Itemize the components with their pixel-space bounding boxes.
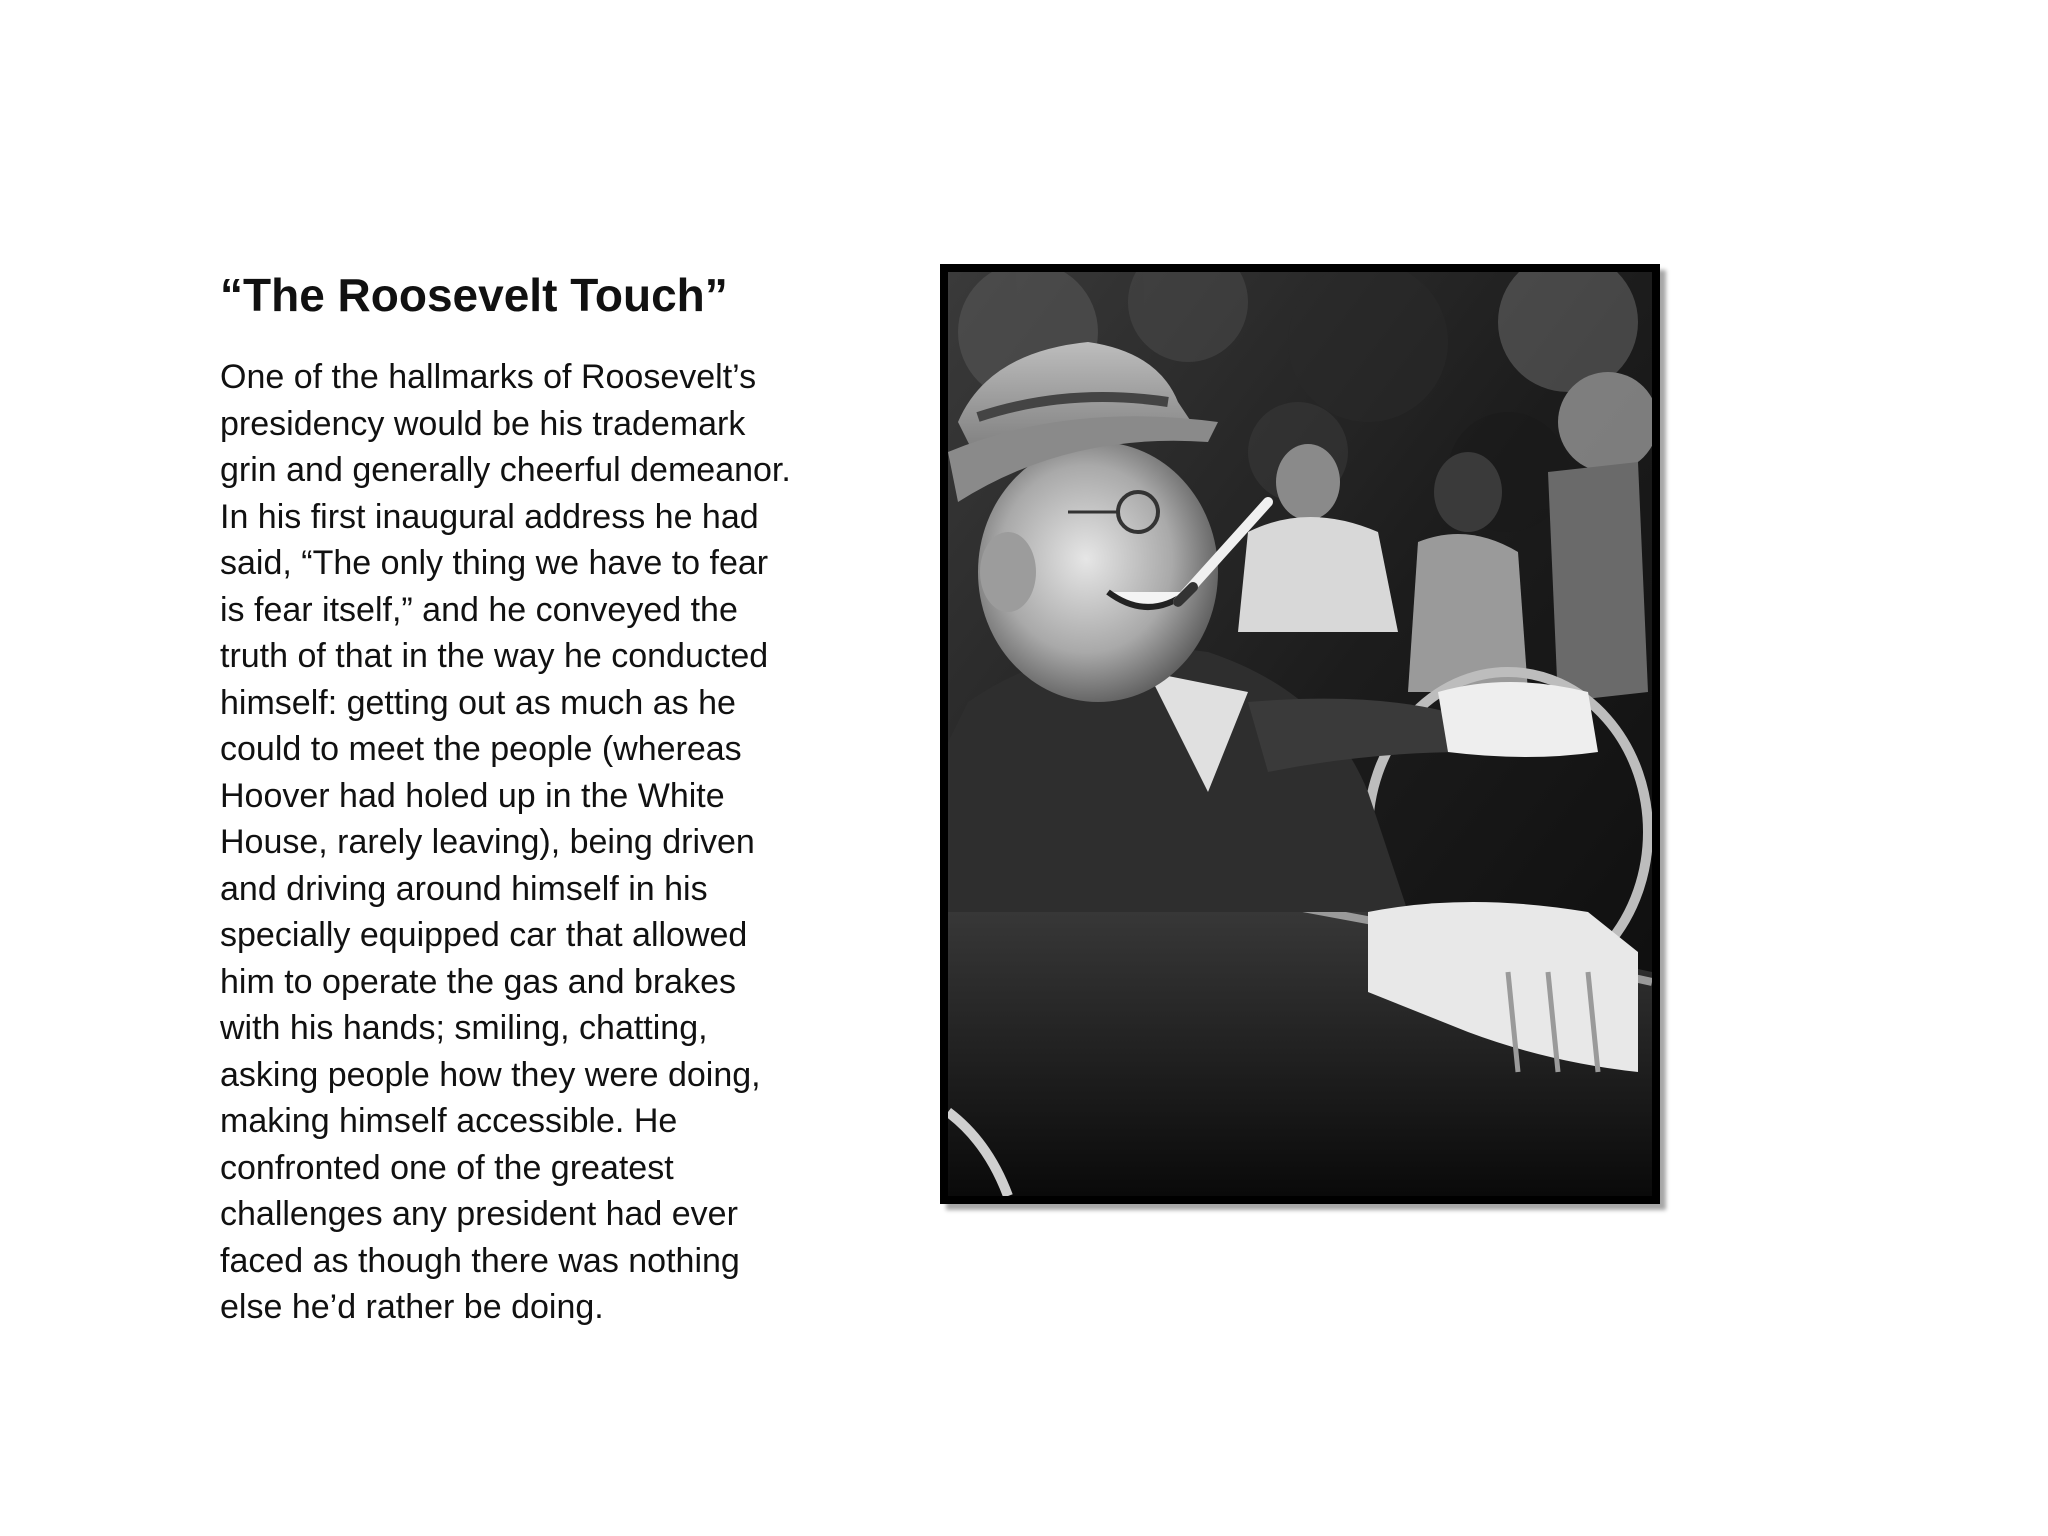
roosevelt-photo-illustration xyxy=(948,272,1652,1196)
body-line: else he’d rather be doing. xyxy=(220,1288,604,1326)
body-line: One of the hallmarks of Roosevelt’s xyxy=(220,358,757,396)
body-line: and driving around himself in his xyxy=(220,869,708,908)
body-line: asking people how they were doing, xyxy=(220,1055,761,1094)
body-line: with his hands; smiling, chatting, xyxy=(220,1009,708,1047)
body-line: truth of that in the way he conducted xyxy=(220,637,769,675)
body-line: making himself accessible. He xyxy=(220,1102,678,1140)
roosevelt-photo xyxy=(948,272,1652,1196)
body-line: said, “The only thing we have to fear xyxy=(220,544,769,582)
body-line: himself: getting out as much as he xyxy=(220,683,736,722)
body-line: confronted one of the greatest xyxy=(220,1148,674,1187)
body-line: specially equipped car that allowed xyxy=(220,916,748,954)
body-line: grin and generally cheerful demeanor. xyxy=(220,451,791,489)
photo-frame xyxy=(940,264,1660,1204)
body-line: challenges any president had ever xyxy=(220,1195,738,1233)
body-line: House, rarely leaving), being driven xyxy=(220,823,755,861)
body-line: him to operate the gas and brakes xyxy=(220,962,736,1001)
body-line: Hoover had holed up in the White xyxy=(220,776,725,815)
body-line: faced as though there was nothing xyxy=(220,1241,740,1280)
slide-title: “The Roosevelt Touch” xyxy=(220,269,728,321)
body-line: presidency would be his trademark xyxy=(220,404,746,443)
body-line: is fear itself,” and he conveyed the xyxy=(220,590,738,629)
body-text xyxy=(220,354,840,1331)
body-line: could to meet the people (whereas xyxy=(220,730,742,768)
body-line: In his first inaugural address he had xyxy=(220,497,759,536)
